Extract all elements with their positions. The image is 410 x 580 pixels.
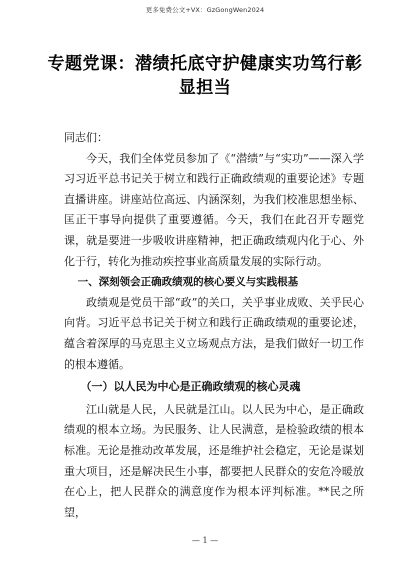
section-heading: 一、深刻领会正确政绩观的核心要义与实践根基 [77, 276, 299, 289]
document-title: 专题党课：潜绩托底守护健康实功笃行彰显担当 [47, 54, 363, 98]
paragraph-subsection-1: 江山就是人民，人民就是江山。以人民为中心，是正确政绩观的根本立场。为民服务、让人民满意，是检验政绩的根本标准。无论是推动改革发展，还是维护社会稳定，无论是谋划重大项目，还是解决民生小事，都要把人民群众的安危冷暖放在心上，把人民群众的满意度作为根本评判标准。**民之所望， [64, 402, 364, 519]
document-body [64, 128, 364, 523]
subsection-heading: （一）以人民为中心是正确政绩观的核心灵魂 [80, 380, 301, 394]
page-number: — 1 — [191, 536, 219, 545]
paragraph-intro: 今天，我们全体党员参加了《“潜绩”与“实功”——深入学习习近平总书记关于树立和践行正确政绩观的重要论述》专题直播讲座。讲座站位高远、内涵深刻，为我们校准思想坐标、匡正干事导向提供了重要遵循。今天，我们在此召开专题党课，就是要进一步吸收讲座精神，把正确政绩观内化于心、外化于行，转化为推动疾控事业高质量发展的实际行动。 [64, 151, 364, 268]
header-note: 更多免费公文+VX：GzGongWen2024 [145, 6, 265, 14]
salutation: 同志们： [64, 131, 108, 144]
paragraph-section-1: 政绩观是党员干部“政”的关口，关乎事业成败、关乎民心向背。习近平总书记关于树立和践行正确政绩观的重要论述，蕴含着深厚的马克思主义立场观点方法，是我们做好一切工作的根本遵循。 [64, 295, 364, 371]
